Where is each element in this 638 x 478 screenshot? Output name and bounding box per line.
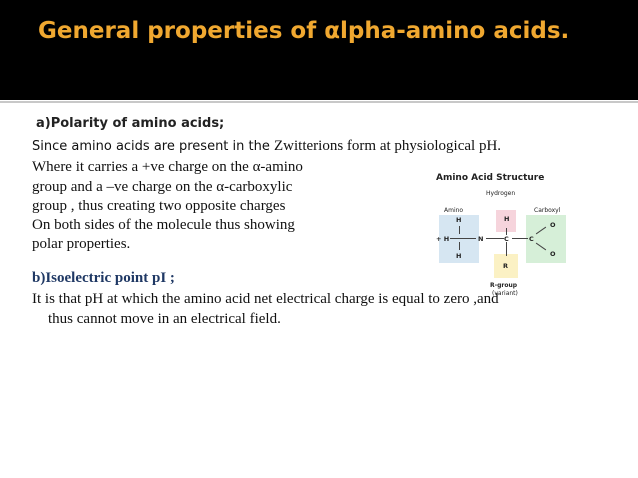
bond-c-h — [506, 228, 507, 235]
slide-title: General properties of αlpha-amino acids. — [38, 18, 570, 44]
text-line-3: group and a –ve charge on the α-carboxylic — [32, 179, 293, 195]
text-line-5: On both sides of the molecule thus showing — [32, 217, 295, 233]
bond-c-c — [512, 238, 528, 239]
atom-h-amino-bottom: H — [456, 252, 462, 260]
bond-c-r — [506, 242, 507, 256]
para2-line-2: thus cannot move in an electrical field. — [48, 311, 281, 327]
text-line-1-serif: Zwitterions form at physiological pH. — [274, 138, 502, 154]
text-line-2: Where it carries a +ve charge on the α-amino — [32, 159, 303, 175]
text-line-1 — [32, 137, 501, 156]
subheading-polarity: a)Polarity of amino acids; — [36, 116, 225, 131]
title-bar — [0, 0, 638, 100]
atom-n: N — [478, 235, 484, 243]
label-rgroup: R-group — [490, 282, 518, 289]
atom-c-carboxyl: C — [529, 235, 534, 243]
label-carboxyl: Carboxyl — [534, 207, 561, 214]
text-line-6: polar properties. — [32, 236, 131, 252]
atom-o-top: O — [550, 221, 556, 229]
amino-acid-structure-diagram — [428, 170, 580, 308]
bond-n-h-bottom — [459, 242, 460, 250]
label-variant: (variant) — [492, 290, 518, 297]
atom-h-amino-top: H — [456, 216, 462, 224]
bond-n-h-top — [459, 226, 460, 234]
diagram-title: Amino Acid Structure — [436, 173, 545, 183]
text-line-4: group , thus creating two opposite charges — [32, 198, 286, 214]
title-divider — [0, 101, 638, 103]
atom-r: R — [503, 262, 509, 270]
atom-plus-h: + H — [436, 235, 450, 243]
atom-o-bottom: O — [550, 250, 556, 258]
text-line-1-sans: Since amino acids are present in the — [32, 139, 274, 154]
label-amino: Amino — [444, 207, 464, 214]
subheading-isoelectric: b)Isoelectric point pI ; — [32, 270, 175, 286]
atom-c-alpha: C — [504, 235, 509, 243]
atom-h-alpha: H — [504, 215, 510, 223]
para2-line-1: It is that pH at which the amino acid net electrical charge is equal to zero ,and — [32, 291, 499, 307]
bond-h-n — [450, 238, 476, 239]
bond-n-c — [486, 238, 504, 239]
label-hydrogen: Hydrogen — [486, 190, 516, 197]
